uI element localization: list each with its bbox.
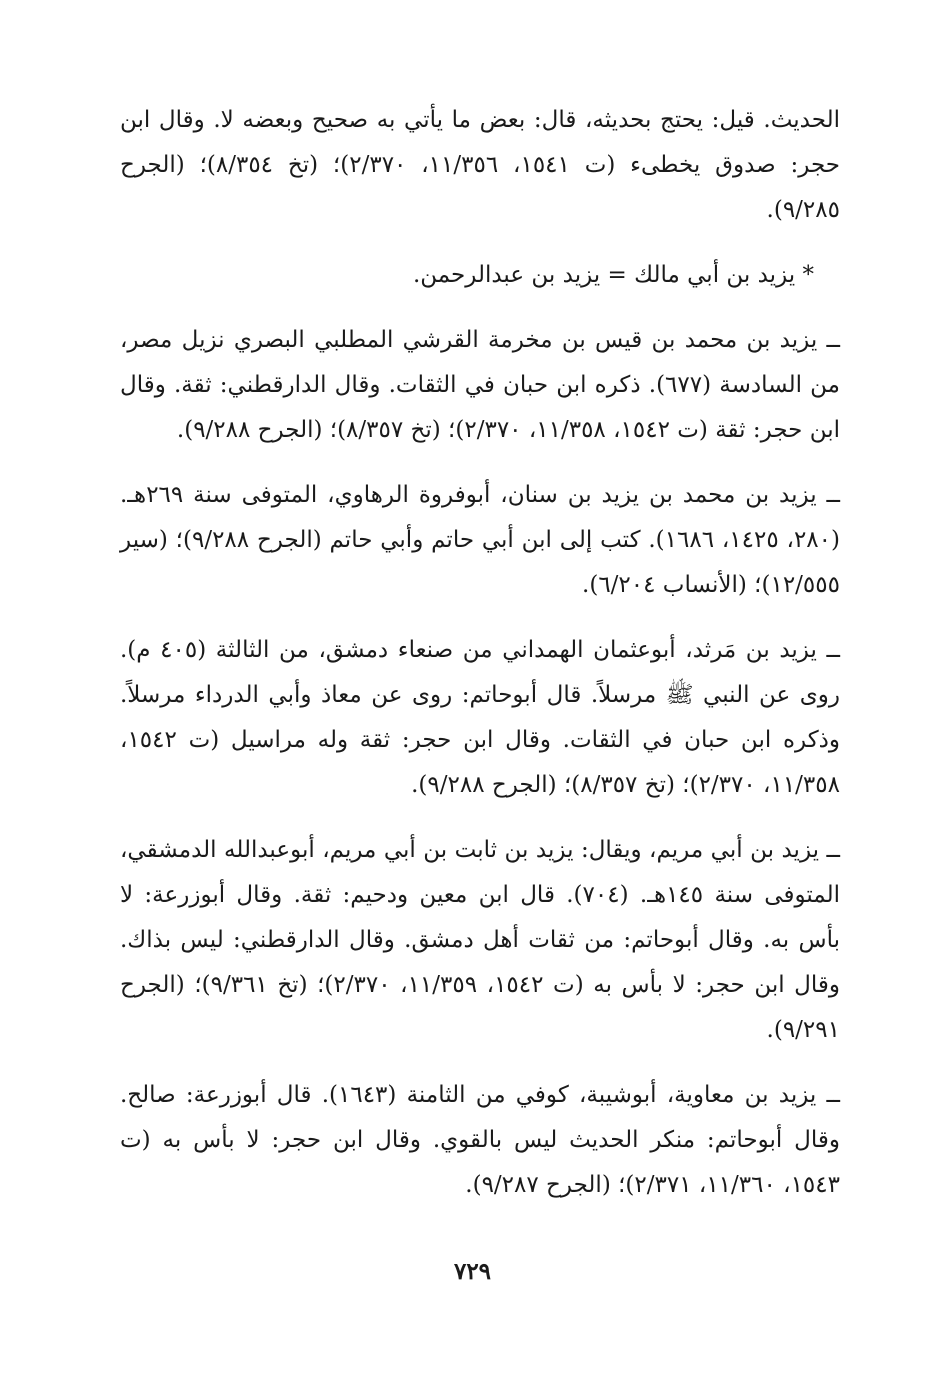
- page-number: ٧٢٩: [453, 1258, 492, 1285]
- entry-continuation: الحديث. قيل: يحتج بحديثه، قال: بعض ما يأتي به صحيح وبعضه لا. وقال ابن حجر: صدوق يخطىء (ت ١٥٤١، ١١/٣٥٦، ٢/٣٧٠)؛ (تخ ٨/٣٥٤)؛ (الجرح ٩/٢٨٥).: [120, 107, 841, 223]
- entry-cross-reference: * يزيد بن أبي مالك = يزيد بن عبدالرحمن.: [412, 262, 814, 288]
- entry-yazid-bin-muhammad-bin-yazid: ــ يزيد بن محمد بن يزيد بن سنان، أبوفروة الرهاوي، المتوفى سنة ٢٦٩هـ. (٢٨٠، ١٤٢٥، ١٦٨٦). كتب إلى ابن أبي حاتم وأبي حاتم (الجرح ٩/٢٨٨)؛ (سير ١٢/٥٥٥)؛ (الأنساب ٦/٢٠٤).: [120, 482, 840, 598]
- entry-yazid-bin-abi-maryam: ــ يزيد بن أبي مريم، ويقال: يزيد بن ثابت بن أبي مريم، أبوعبدالله الدمشقي، المتوفى سنة ١٤٥هـ. (٧٠٤). قال ابن معين ودحيم: ثقة. وقال أبوزرعة: لا بأس به. وقال أبوحاتم: من ثقات أهل دمشق. وقال الدارقطني: ليس بذاك. وقال ابن حجر: لا بأس به (ت ١٥٤٢، ١١/٣٥٩، ٢/٣٧٠)؛ (تخ ٩/٣٦١)؛ (الجرح ٩/٢٩١).: [120, 837, 840, 1043]
- page-body: [120, 98, 840, 1228]
- entry-yazid-bin-marthad: ــ يزيد بن مَرثد، أبوعثمان الهمداني من صنعاء دمشق، من الثالثة (٤٠٥ م). روى عن النبي ﷺ مرسلاً. قال أبوحاتم: روى عن معاذ وأبي الدرداء مرسلاً. وذكره ابن حبان في الثقات. وقال ابن حجر: ثقة وله مراسيل (ت ١٥٤٢، ١١/٣٥٨، ٢/٣٧٠)؛ (تخ ٨/٣٥٧)؛ (الجرح ٩/٢٨٨).: [120, 637, 840, 798]
- entry-yazid-bin-muawiya: ــ يزيد بن معاوية، أبوشيبة، كوفي من الثامنة (١٦٤٣). قال أبوزرعة: صالح. وقال أبوحاتم: منكر الحديث ليس بالقوي. وقال ابن حجر: لا بأس به (ت ١٥٤٣، ١١/٣٦٠، ٢/٣٧١)؛ (الجرح ٩/٢٨٧).: [120, 1082, 840, 1198]
- entry-yazid-bin-muhammad-bin-qays: ــ يزيد بن محمد بن قيس بن مخرمة القرشي المطلبي البصري نزيل مصر، من السادسة (٦٧٧). ذكره ابن حبان في الثقات. وقال الدارقطني: ثقة. وقال ابن حجر: ثقة (ت ١٥٤٢، ١١/٣٥٨، ٢/٣٧٠)؛ (تخ ٨/٣٥٧)؛ (الجرح ٩/٢٨٨).: [120, 327, 840, 443]
